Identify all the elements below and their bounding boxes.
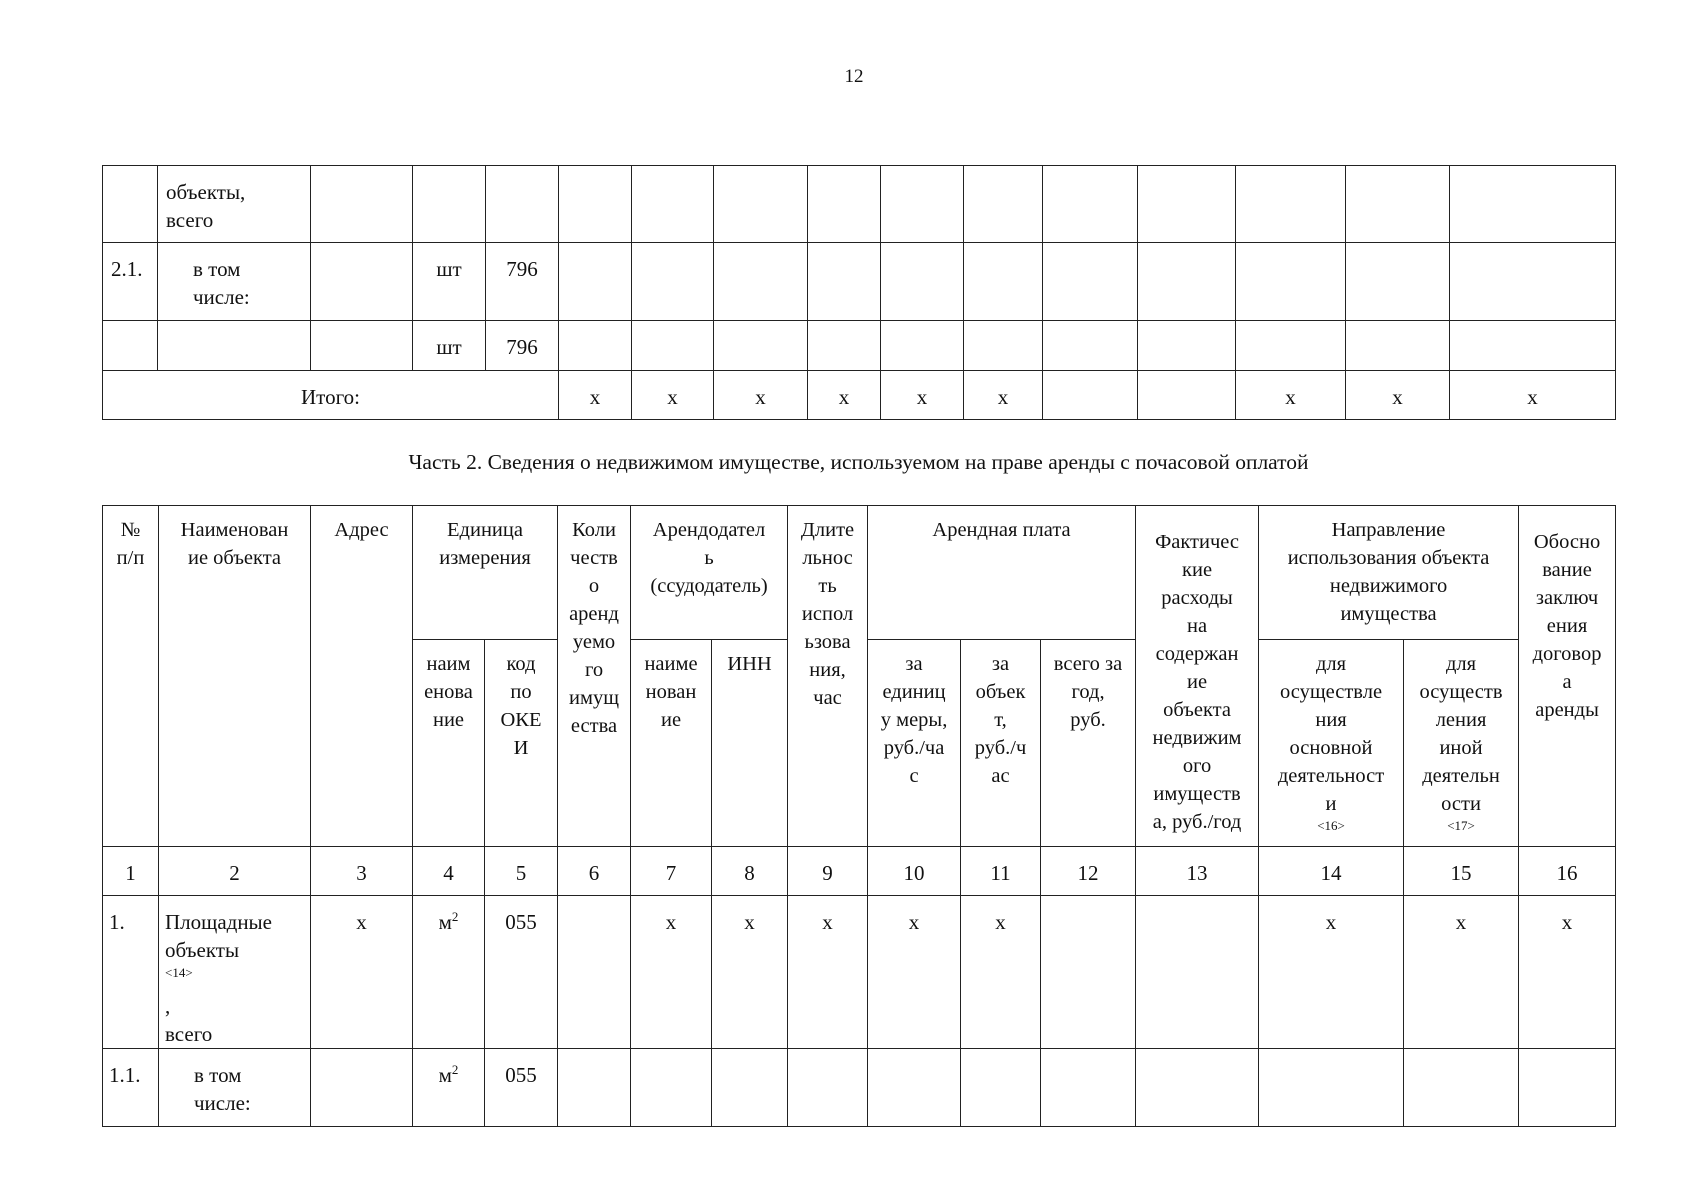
header-rent-per-object: за объек т, руб./ч ас: [961, 640, 1041, 847]
header-lessor-group: Арендодател ь (ссудодатель): [631, 506, 788, 640]
row-num: 1.1.: [103, 1049, 159, 1127]
total-cell: [1138, 371, 1236, 420]
header-justification: Обосно вание заключ ения договор а аренды: [1519, 506, 1616, 847]
footnote-16: <16>: [1317, 818, 1345, 833]
header-rent-per-unit: за единиц у меры, руб./ча с: [868, 640, 961, 847]
header-lessor-name: наиме нован ие: [631, 640, 712, 847]
footnote-14: <14>: [165, 965, 193, 980]
header-direction-other: для осуществ ления иной деятельн ости $^{<17>}$: [1404, 640, 1519, 847]
data-cell: х: [712, 896, 788, 1049]
header-rent-group: Арендная плата: [868, 506, 1136, 640]
total-cell: х: [559, 371, 632, 420]
total-label: Итого:: [103, 371, 559, 420]
data-cell: [1041, 896, 1136, 1049]
header-rent-total: всего за год, руб.: [1041, 640, 1136, 847]
data-cell: х: [788, 896, 868, 1049]
total-cell: х: [1450, 371, 1616, 420]
header-unit-group: Единица измерения: [413, 506, 558, 640]
unit-code: 796: [486, 321, 559, 371]
unit-code: 796: [486, 243, 559, 321]
address-cell: х: [311, 896, 413, 1049]
header-lessor-inn: ИНН: [712, 640, 788, 847]
column-number: 11: [961, 847, 1041, 896]
object-name: в том числе:: [158, 243, 311, 321]
total-cell: х: [1346, 371, 1450, 420]
column-number: 16: [1519, 847, 1616, 896]
table-row: [103, 321, 1616, 371]
data-cell: х: [961, 896, 1041, 1049]
data-cell: [1136, 896, 1259, 1049]
column-number: 7: [631, 847, 712, 896]
header-row: [103, 506, 1616, 640]
data-cell: х: [1259, 896, 1404, 1049]
part2-caption: Часть 2. Сведения о недвижимом имуществе, используемом на праве аренды с почасовой оплатой: [408, 450, 1309, 474]
total-row: [103, 371, 1616, 420]
total-cell: х: [808, 371, 881, 420]
row-num: 2.1.: [103, 243, 158, 321]
page-number: 12: [844, 66, 864, 87]
header-unit-name: наим енова ние: [413, 640, 485, 847]
column-number: 9: [788, 847, 868, 896]
data-cell: х: [631, 896, 712, 1049]
rental-table: [102, 505, 1616, 1127]
table-row: [103, 896, 1616, 1049]
column-number: 4: [413, 847, 485, 896]
unit-name: шт: [413, 321, 486, 371]
object-name: в том числе:: [159, 1049, 311, 1127]
column-number: 13: [1136, 847, 1259, 896]
table-row: [103, 166, 1616, 243]
header-actual-costs: Фактичес кие расходы на содержан ие объекта недвижим ого имуществ а, руб./год: [1136, 506, 1259, 847]
unit-name: шт: [413, 243, 486, 321]
header-address: Адрес: [311, 506, 413, 847]
header-object-name: Наименован ие объекта: [159, 506, 311, 847]
column-number-row: [103, 847, 1616, 896]
header-direction-main: для осуществле ния основной деятельност и $^{<16>}$: [1259, 640, 1404, 847]
total-cell: х: [881, 371, 964, 420]
table-row: [103, 1049, 1616, 1127]
object-name: Площадные объекты $^{<14>}$ , всего: [159, 896, 311, 1049]
table-row: [103, 243, 1616, 321]
header-unit-code: код по ОКЕ И: [485, 640, 558, 847]
column-number: 14: [1259, 847, 1404, 896]
column-number: 8: [712, 847, 788, 896]
row-num: 1.: [103, 896, 159, 1049]
header-direction-group: Направление использования объекта недвижимого имущества: [1259, 506, 1519, 640]
column-number: 3: [311, 847, 413, 896]
continuation-table: [102, 165, 1616, 420]
data-cell: х: [1404, 896, 1519, 1049]
column-number: 15: [1404, 847, 1519, 896]
unit-name: $м^2$: [413, 1049, 485, 1127]
header-duration: Длите льнос ть испол ьзова ния, час: [788, 506, 868, 847]
column-number: 2: [159, 847, 311, 896]
column-number: 5: [485, 847, 558, 896]
unit-name: $м^2$: [413, 896, 485, 1049]
object-name: объекты, всего: [158, 166, 311, 243]
data-cell: х: [1519, 896, 1616, 1049]
column-number: 1: [103, 847, 159, 896]
total-cell: [1043, 371, 1138, 420]
column-number: 12: [1041, 847, 1136, 896]
unit-code: 055: [485, 896, 558, 1049]
total-cell: х: [964, 371, 1043, 420]
column-number: 6: [558, 847, 631, 896]
total-cell: х: [714, 371, 808, 420]
data-cell: [558, 896, 631, 1049]
row-num: [103, 166, 158, 243]
data-cell: х: [868, 896, 961, 1049]
total-cell: х: [1236, 371, 1346, 420]
header-num: № п/п: [103, 506, 159, 847]
column-number: 10: [868, 847, 961, 896]
unit-code: 055: [485, 1049, 558, 1127]
footnote-17: <17>: [1447, 818, 1475, 833]
header-quantity: Коли честв о аренд уемо го имущ ества: [558, 506, 631, 847]
total-cell: х: [632, 371, 714, 420]
